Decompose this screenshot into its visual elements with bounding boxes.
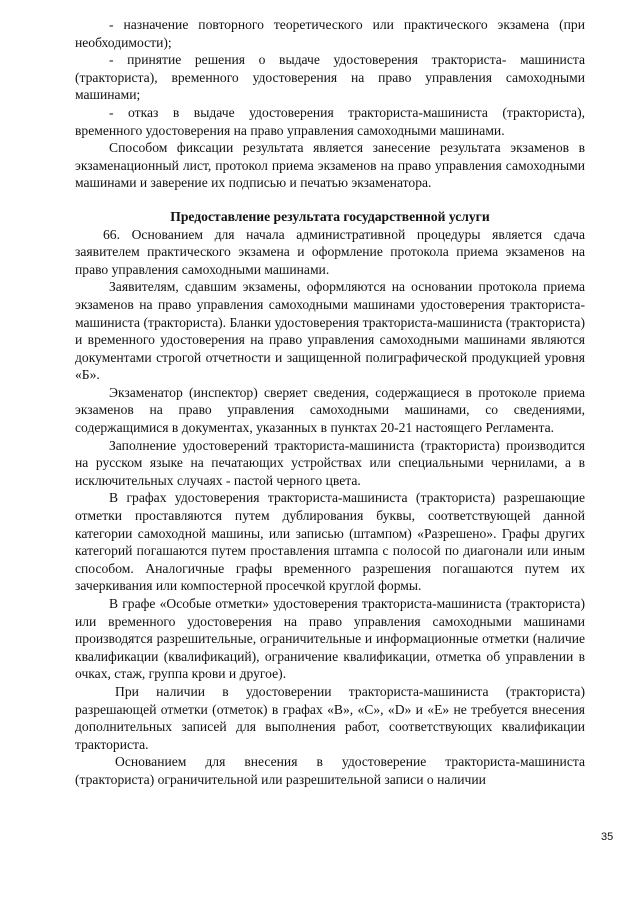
paragraph-result-fixation: Способом фиксации результата является занесение результата экзаменов в экзаменационный лист, протокол приема экзаменов на право управления самоходными машинами и заверение их подписью и печатью экзаменатора. xyxy=(75,140,585,191)
paragraph-permissions: При наличии в удостоверении тракториста-машиниста (тракториста) разрешающей отметки (отметок) в графах «В», «С», «D» и «Е» не требуется внесения дополнительных записей для выполнения работ, соответствующих квалификации тракториста. xyxy=(75,683,585,752)
section-heading: Предоставление результата государственной услуги xyxy=(170,208,490,224)
paragraph-filling: Заполнение удостоверений тракториста-машиниста (тракториста) производится на русском языке на печатающих устройствах или специальными чернилами, а в исключительных случаях - пастой черного цвета. xyxy=(75,437,585,488)
list-item-issue-decision: - принятие решения о выдаче удостоверения тракториста- машиниста (тракториста), временного удостоверения на право управления самоходными машинами; xyxy=(75,52,585,103)
list-item-repeat-exam: - назначение повторного теоретического или практического экзамена (при необходимости); xyxy=(75,17,585,50)
paragraph-basis: Основанием для внесения в удостоверение тракториста-машиниста (тракториста) ограничительной или разрешительной записи о наличии xyxy=(75,754,585,787)
list-item-refusal: - отказ в выдаче удостоверения тракториста-машиниста (тракториста), временного удостоверения на право управления самоходными машинами. xyxy=(75,104,585,138)
paragraph-categories: В графах удостоверения тракториста-машиниста (тракториста) разрешающие отметки проставляются путем дублирования буквы, соответствующей данной категории самоходной машины, или записью (штампом) «Разрешено». Графы других категорий погашаются путем проставления штампа с полосой по диагонали или иным способом. Аналогичные графы временного разрешения погашаются путем их зачеркивания или компостерной просечкой круглой формы. xyxy=(75,490,585,594)
page-number: 35 xyxy=(601,831,614,843)
document-body xyxy=(75,16,585,789)
paragraph-special-marks: В графе «Особые отметки» удостоверения тракториста-машиниста (тракториста) или временного удостоверения на право управления самоходными машинами производятся разрешительные, ограничительные и информационные отметки (наличие квалификации (квалификаций), ограничение квалификации, отметка об управлении в очках, стаж, группа крови и другое). xyxy=(75,596,585,682)
paragraph-66: 66. Основанием для начала административной процедуры является сдача заявителем практического экзамена и оформление протокола приема экзаменов на право управления самоходными машинами. xyxy=(75,226,585,277)
paragraph-applicants: Заявителям, сдавшим экзамены, оформляются на основании протокола приема экзаменов на право управления самоходными машинами удостоверения тракториста-машиниста (тракториста). Бланки удостоверения тракториста-машиниста (тракториста) и временного удостоверения на право управления самоходными машинами являются документами строгой отчетности и защищенной полиграфической продукцией уровня «Б». xyxy=(75,279,585,383)
paragraph-examiner: Экзаменатор (инспектор) сверяет сведения, содержащиеся в протоколе приема экзаменов на право управления самоходными машинами, со сведениями, содержащимися в документах, указанных в пунктах 20-21 настоящего Регламента. xyxy=(75,384,585,436)
